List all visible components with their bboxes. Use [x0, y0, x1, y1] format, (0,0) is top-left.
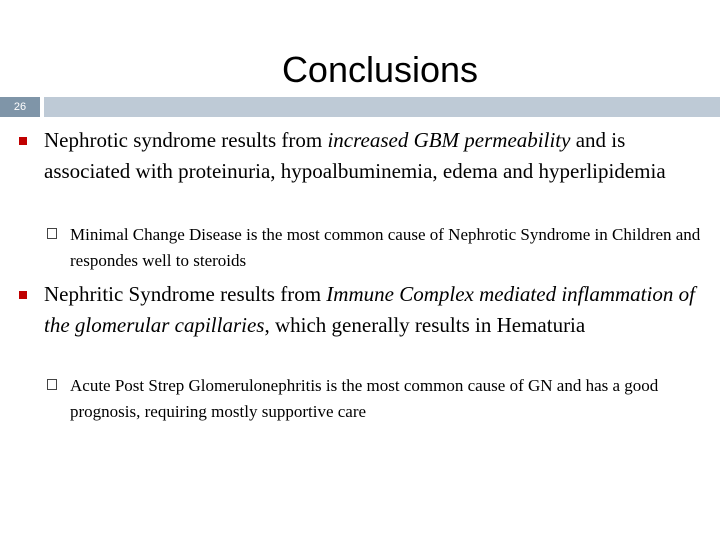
bullet-term: Nephritic Syndrome	[44, 282, 215, 306]
slide-number: 26	[0, 97, 40, 117]
bullet-square-icon	[19, 291, 27, 299]
sub-bullet-minimal-change: Minimal Change Disease is the most common cause of Nephrotic Syndrome in Children and respondes well to steroids	[70, 225, 701, 270]
sub-bullet-box-icon	[47, 379, 57, 390]
bullet-square-icon	[19, 137, 27, 145]
bullet-emphasis: increased GBM permeability	[327, 128, 571, 152]
title-rule-bar	[44, 97, 720, 117]
bullet-text: results from	[214, 282, 327, 306]
bullet-term: Nephrotic syndrome	[44, 128, 217, 152]
slide-title: Conclusions	[281, 49, 479, 90]
sub-bullet-post-strep: Acute Post Strep Glomerulonephritis is the most common cause of GN and has a good prognosis, requiring mostly supportive care	[70, 376, 659, 421]
bullet-nephrotic	[44, 125, 704, 187]
sub-bullet-box-icon	[47, 228, 57, 239]
bullet-text: results from	[216, 128, 328, 152]
bullet-text: and is associated with proteinuria, hypoalbuminemia, edema and hyperlipidemia	[44, 128, 666, 183]
bullet-nephritic	[44, 279, 704, 341]
bullet-text: , which generally results in Hematuria	[264, 313, 586, 337]
bullet-emphasis: Immune Complex mediated inflammation of the glomerular capillaries	[44, 282, 695, 337]
